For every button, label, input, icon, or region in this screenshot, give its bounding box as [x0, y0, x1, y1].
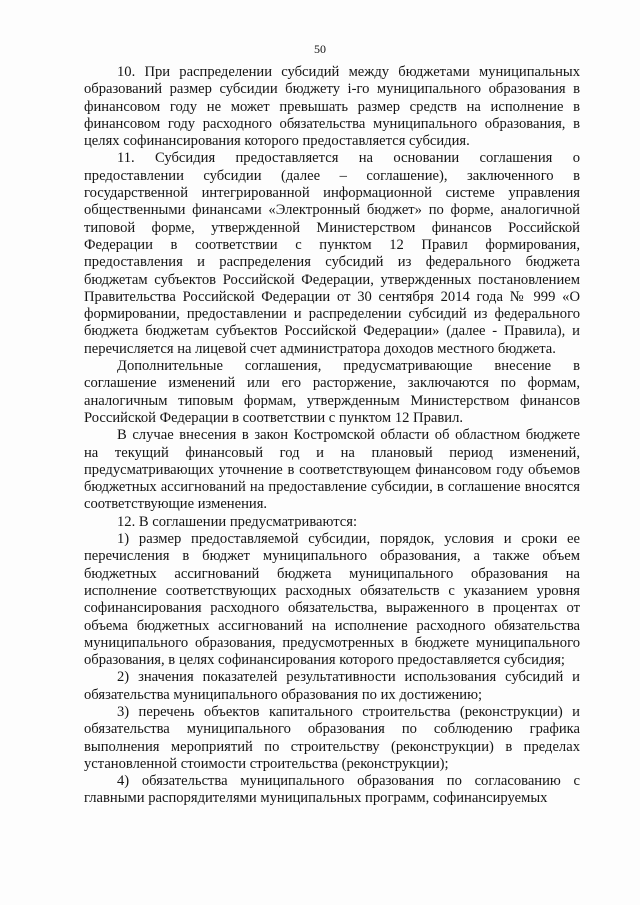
list-item-2: 2) значения показателей результативности использования субсидий и обязательства муниципального образования по их достижению;	[84, 669, 580, 703]
list-item-1: 1) размер предоставляемой субсидии, порядок, условия и сроки ее перечисления в бюджет муниципального образования, а также объем бюджетных ассигнований бюджета муниципального образования на исполнение соответствующих расходных обязательств с указанием уровня софинансирования расходного обязательства, выраженного в процентах от объема бюджетных ассигнований на исполнение расходного обязательства муниципального образования, предусмотренных в бюджете муниципального образования, в целях софинансирования которого предоставляется субсидия;	[84, 531, 580, 669]
paragraph-additional-agreements: Дополнительные соглашения, предусматривающие внесение в соглашение изменений или его расторжение, заключаются по формам, аналогичным типовым формам, утвержденным Министерством финансов Российской Федерации в соответствии с пунктом 12 Правил.	[84, 358, 580, 426]
paragraph-11: 11. Субсидия предоставляется на основании соглашения о предоставлении субсидии (далее – соглашение), заключенного в государственной интегрированной информационной системе управления общественными финансами «Электронный бюджет» по форме, аналогичной типовой форме, утвержденной Министерством финансов Российской Федерации в соответствии с пунктом 12 Правил формирования, предоставления и распределения субсидий из федерального бюджета бюджетам субъектов Российской Федерации, утвержденных постановлением Правительства Российской Федерации от 30 сентября 2014 года № 999 «О формировании, предоставлении и распределении субсидий из федерального бюджета бюджетам субъектов Российской Федерации» (далее - Правила), и перечисляется на лицевой счет администратора доходов местного бюджета.	[84, 150, 580, 357]
list-item-3: 3) перечень объектов капитального строительства (реконструкции) и обязательства муниципального образования по соблюдению графика выполнения мероприятий по строительству (реконструкции) в пределах установленной стоимости строительства (реконструкции);	[84, 703, 580, 772]
list-item-4: 4) обязательства муниципального образования по согласованию с главными распорядителями муниципальных программ, софинансируемых	[84, 773, 580, 807]
paragraph-law-amendments: В случае внесения в закон Костромской области об областном бюджете на текущий финансовый год и на плановый период изменений, предусматривающих уточнение в соответствующем финансовом году объемов бюджетных ассигнований на предоставление субсидии, в соглашение вносятся соответствующие изменения.	[84, 427, 580, 513]
document-body	[84, 64, 580, 808]
paragraph-12: 12. В соглашении предусматриваются:	[117, 513, 358, 530]
page-number: 50	[314, 42, 326, 56]
paragraph-10: 10. При распределении субсидий между бюджетами муниципальных образований размер субсидии бюджету i-го муниципального образования в финансовом году не может превышать размер средств на исполнение в финансовом году расходного обязательства муниципального образования, в целях софинансирования которого предоставляется субсидия.	[84, 64, 580, 150]
